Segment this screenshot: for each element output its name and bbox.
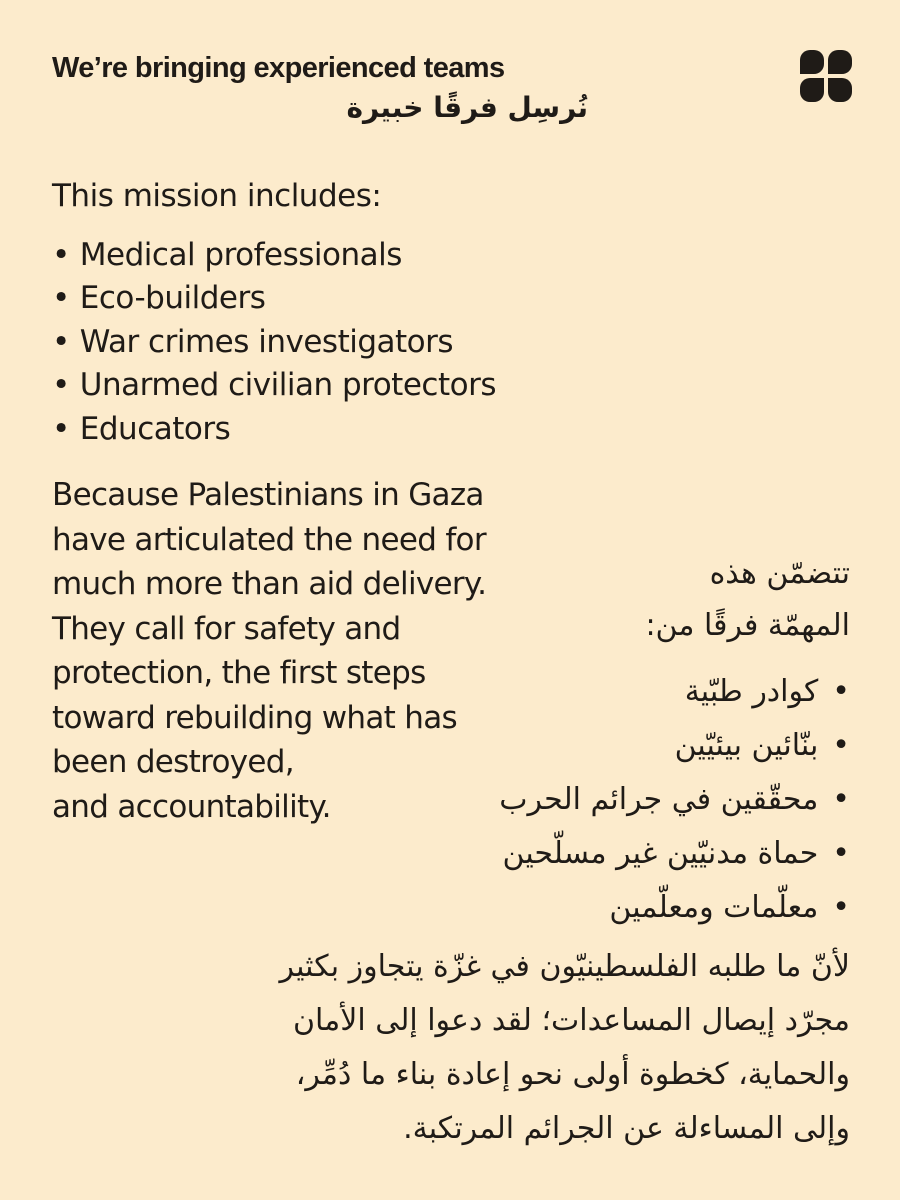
mission-list <box>52 234 496 451</box>
list-item-arabic: • كوادر طبّية <box>499 665 850 719</box>
page-title-arabic: نُرسِل فرقًا خبيرة <box>346 91 588 124</box>
paragraph-line-arabic: لأنّ ما طلبه الفلسطينيّون في غزّة يتجاوز بكثير <box>279 949 850 984</box>
paragraph-line: They call for safety and <box>52 610 401 647</box>
intro-line-arabic: المهمّة فرقًا من: <box>645 608 850 643</box>
paragraph-line: have articulated the need for <box>52 521 486 558</box>
paragraph-line: protection, the first steps <box>52 655 426 691</box>
paragraph-line: toward rebuilding what has <box>52 699 457 736</box>
list-item-arabic: • معلّمات ومعلّمين <box>499 881 850 935</box>
list-item-arabic: • محقّقين في جرائم الحرب <box>499 773 850 827</box>
paragraph-line: been destroyed, <box>52 744 294 780</box>
mission-intro: This mission includes: <box>52 178 382 214</box>
list-item-arabic: • بنّائين بيئيّين <box>499 719 850 773</box>
list-item: • Unarmed civilian protectors <box>52 364 496 407</box>
mission-paragraph-arabic <box>280 940 850 1156</box>
list-item: • Medical professionals <box>52 234 496 277</box>
paragraph-line: much more than aid delivery. <box>52 566 487 602</box>
list-item-arabic: • حماة مدنيّين غير مسلّحين <box>499 827 850 881</box>
paragraph-line: and accountability. <box>52 788 331 825</box>
four-leaf-logo-icon <box>800 50 852 102</box>
mission-paragraph <box>52 473 487 829</box>
paragraph-line: Because Palestinians in Gaza <box>52 477 484 513</box>
page-title: We’re bringing experienced teams <box>52 52 505 84</box>
intro-line-arabic: تتضمّن هذه <box>709 556 850 591</box>
mission-intro-arabic <box>645 548 850 652</box>
paragraph-line-arabic: مجرّد إيصال المساعدات؛ لقد دعوا إلى الأمان <box>292 1003 850 1038</box>
list-item: • War crimes investigators <box>52 321 496 364</box>
list-item: • Eco-builders <box>52 277 496 320</box>
paragraph-line-arabic: وإلى المساءلة عن الجرائم المرتكبة. <box>403 1111 850 1146</box>
list-item: • Educators <box>52 408 496 451</box>
mission-list-arabic <box>499 665 850 935</box>
paragraph-line-arabic: والحماية، كخطوة أولى نحو إعادة بناء ما دُمِّر، <box>295 1057 850 1092</box>
